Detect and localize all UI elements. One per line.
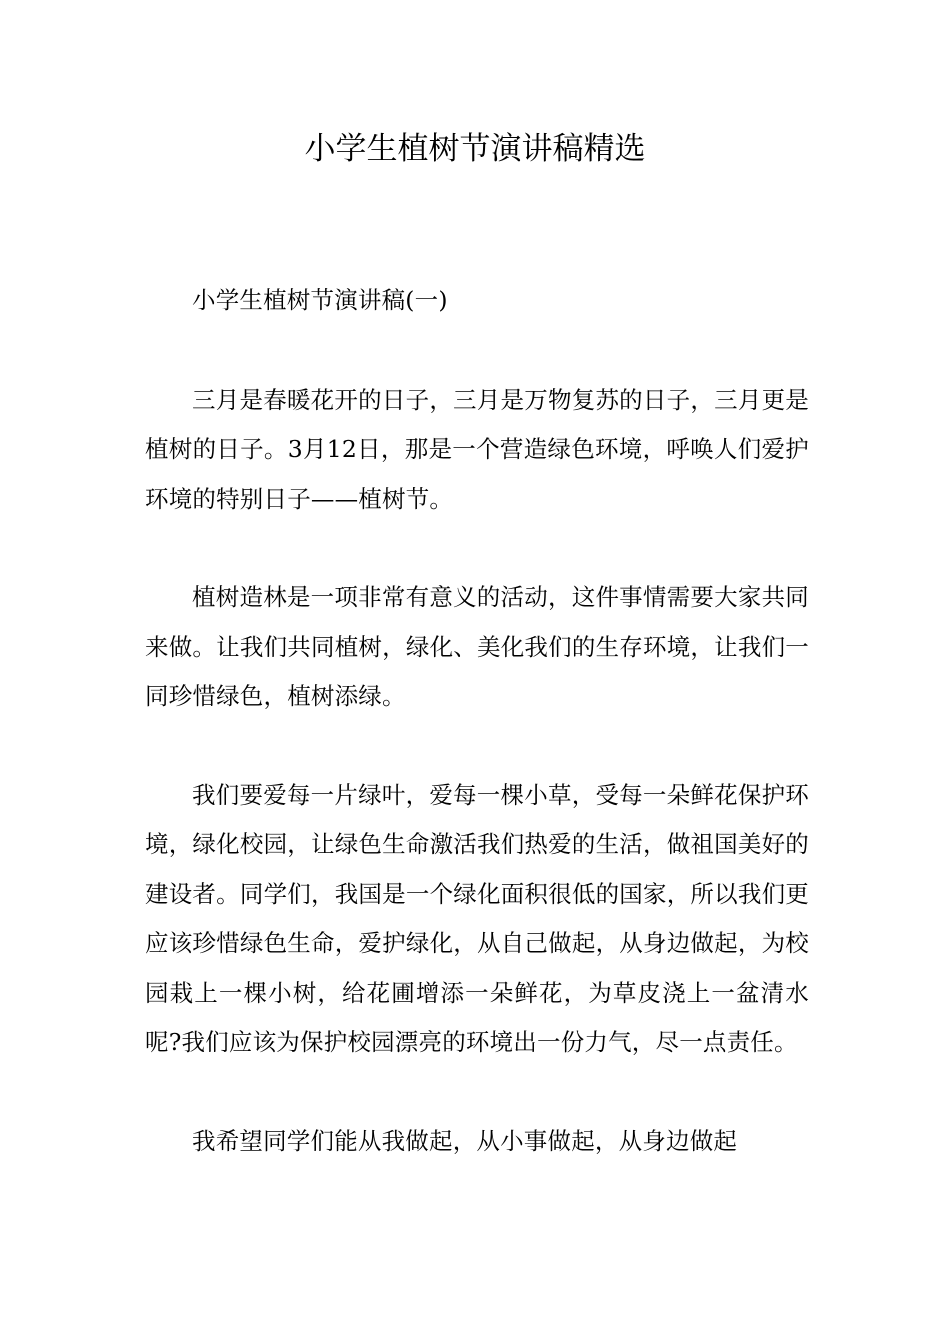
paragraph-1: 三月是春暖花开的日子，三月是万物复苏的日子，三月更是植树的日子。3月12日，那是一个营造绿色环境，呼唤人们爱护环境的特别日子——植树节。: [145, 385, 809, 513]
paragraph-2: 植树造林是一项非常有意义的活动，这件事情需要大家共同来做。让我们共同植树，绿化、美化我们的生存环境，让我们一同珍惜绿色，植树添绿。: [145, 583, 809, 710]
paragraph-4: 我希望同学们能从我做起，从小事做起，从身边做起: [192, 1126, 738, 1155]
document-body: [145, 276, 809, 1215]
section-heading: 小学生植树节演讲稿(一): [192, 286, 448, 314]
paragraph-3: 我们要爱每一片绿叶，爱每一棵小草，受每一朵鲜花保护环境，绿化校园，让绿色生命激活我们热爱的生活，做祖国美好的建设者。同学们，我国是一个绿化面积很低的国家，所以我们更应该珍惜绿色生命，爱护绿化，从自己做起，从身边做起，为校园栽上一棵小树，给花圃增添一朵鲜花，为草皮浇上一盆清水呢?我们应该为保护校园漂亮的环境出一份力气，尽一点责任。: [145, 780, 809, 1056]
document-title: 小学生植树节演讲稿精选: [304, 131, 646, 167]
